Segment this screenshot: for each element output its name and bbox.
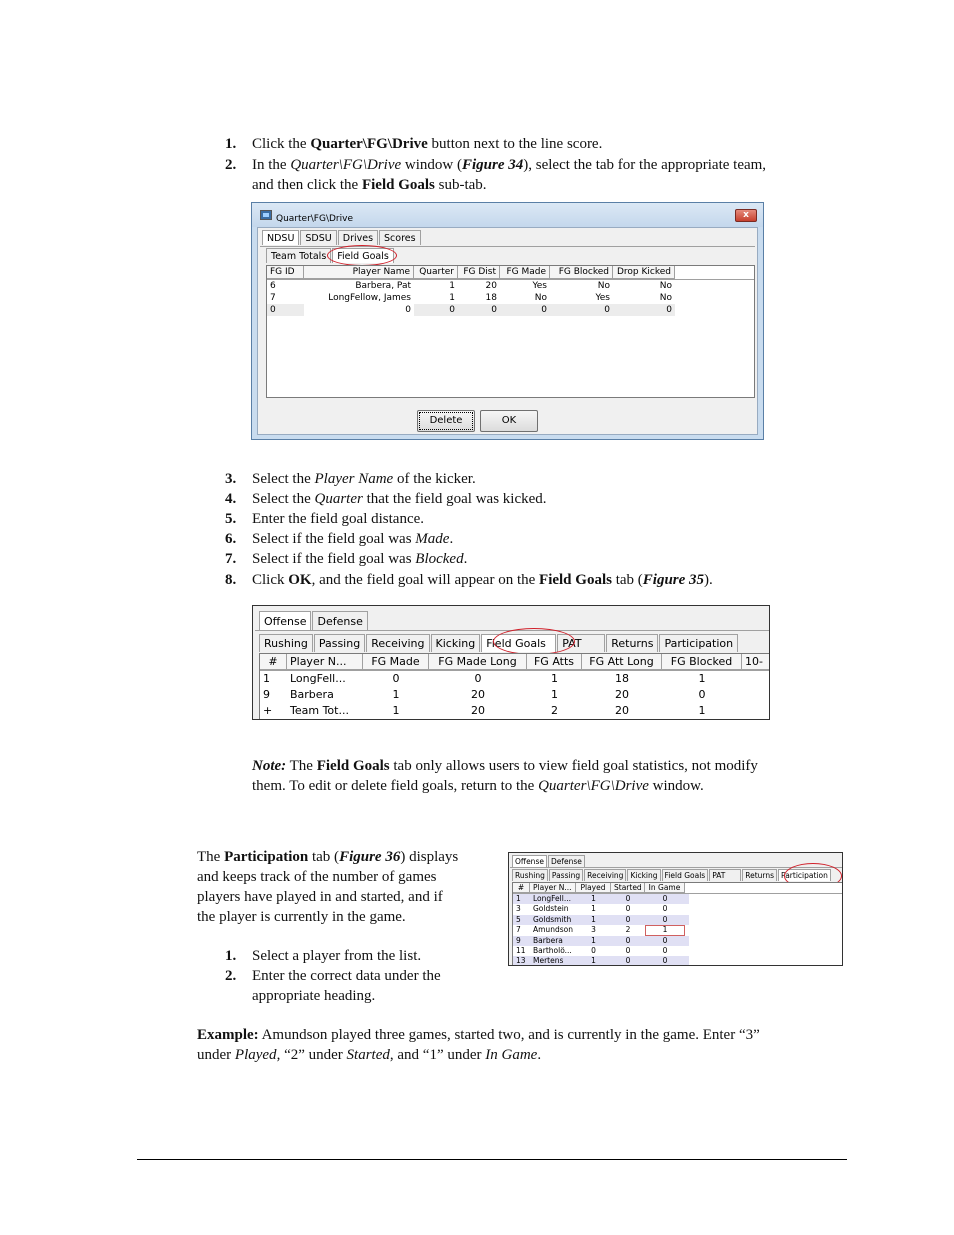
text: Enter the correct data under the xyxy=(252,968,441,984)
cell: Team Tot... xyxy=(290,704,349,717)
tab-kicking[interactable]: Kicking xyxy=(431,634,481,652)
col-fg-atts[interactable]: FG Atts xyxy=(527,654,582,670)
cell: 1 xyxy=(591,956,596,966)
example-label: Example: xyxy=(197,1027,259,1043)
text: Select a player from the list. xyxy=(252,948,422,964)
text: tab only allows users to view field goal statistics, not modify xyxy=(389,758,758,774)
text: them. To edit or delete field goals, return to the xyxy=(252,778,539,794)
col-player-name[interactable]: Player N... xyxy=(530,883,576,893)
cell: 18 xyxy=(615,672,629,685)
cell: 0 xyxy=(458,304,500,316)
grid-header xyxy=(267,266,754,280)
tab-field-goals[interactable]: Field Goals xyxy=(481,634,556,652)
tab-passing[interactable]: Passing xyxy=(314,634,365,652)
col-in-game[interactable]: In Game xyxy=(645,883,685,893)
cell: LongFell... xyxy=(290,672,346,685)
figure-ref: Figure 35 xyxy=(642,572,705,588)
cell: 1 xyxy=(392,704,400,717)
cell: 7 xyxy=(516,925,521,935)
step-number: 2. xyxy=(225,968,237,984)
cell: No xyxy=(659,281,672,291)
text: and then click the xyxy=(252,177,362,193)
fg-stats-grid xyxy=(259,653,770,720)
app-icon xyxy=(260,210,272,220)
table-row[interactable] xyxy=(513,894,689,904)
col-fg-made[interactable]: FG Made xyxy=(363,654,429,670)
cell: Yes xyxy=(595,293,610,303)
cell: 1 xyxy=(449,281,455,291)
cell: No xyxy=(534,293,547,303)
text: , “2” under xyxy=(276,1047,347,1063)
text: tab ( xyxy=(611,572,643,588)
cell: 0 xyxy=(392,672,400,685)
text: Select the xyxy=(252,491,315,507)
text: of the kicker. xyxy=(393,471,476,487)
text: window. xyxy=(648,778,704,794)
cell: Yes xyxy=(532,281,547,291)
cell: 7 xyxy=(270,293,276,303)
figure-ref: Figure 36 xyxy=(339,849,401,865)
text: appropriate heading. xyxy=(252,988,376,1004)
bold-text: OK xyxy=(288,572,312,588)
text: Enter the field goal distance. xyxy=(252,511,425,527)
cell: 2 xyxy=(551,704,558,717)
title-bar[interactable] xyxy=(252,203,763,227)
text: the player is currently in the game. xyxy=(197,909,406,925)
tab-offense[interactable]: Offense xyxy=(259,611,311,630)
text: Select if the field goal was xyxy=(252,551,416,567)
main-tabs xyxy=(259,611,369,630)
cell: + xyxy=(263,704,273,717)
tab-ndsu[interactable]: NDSU xyxy=(262,230,299,245)
text: The xyxy=(286,758,317,774)
ok-button[interactable]: OK xyxy=(480,410,538,432)
tab-offense[interactable]: Offense xyxy=(512,855,547,867)
cell: 18 xyxy=(485,293,497,303)
text: ), select the tab for the appropriate team, xyxy=(523,157,767,173)
text: Click xyxy=(252,572,289,588)
cell: Barbera, Pat xyxy=(355,281,411,291)
col-fg-dist[interactable]: FG Dist xyxy=(458,266,500,279)
italic-text: Started xyxy=(346,1047,390,1063)
cell: 0 xyxy=(662,956,668,966)
text: and keeps track of the number of games xyxy=(197,869,437,885)
cell: 0 xyxy=(625,894,631,903)
bold-text: Field Goals xyxy=(361,177,435,193)
cell: Bartholö... xyxy=(533,945,572,955)
text: Amundson played three games, started two, and is currently in the game. Enter “3” xyxy=(258,1027,760,1043)
cell: Goldstein xyxy=(533,904,569,914)
grid-header xyxy=(260,654,770,671)
cell: 3 xyxy=(516,904,521,914)
tab-scores[interactable]: Scores xyxy=(379,230,421,245)
note-paragraph xyxy=(252,756,852,796)
step-number: 2. xyxy=(225,157,237,173)
step-number: 8. xyxy=(225,572,237,588)
note-label: Note: xyxy=(252,758,287,774)
cell: No xyxy=(597,281,610,291)
text: . xyxy=(463,551,468,567)
in-game-input[interactable]: 1 xyxy=(645,925,685,935)
bold-text: Participation xyxy=(224,849,309,865)
table-row[interactable] xyxy=(513,904,689,914)
tab-participation[interactable]: Participation xyxy=(659,634,738,652)
col-quarter[interactable]: Quarter xyxy=(414,266,458,279)
cell: 20 xyxy=(471,688,485,701)
window-client xyxy=(257,227,758,435)
italic-text: Quarter xyxy=(314,491,363,507)
cell: No xyxy=(659,293,672,303)
cell: 1 xyxy=(392,688,400,701)
table-row[interactable] xyxy=(513,956,689,966)
cell: Barbera xyxy=(290,688,334,701)
text: tab ( xyxy=(308,849,340,865)
col-played[interactable]: Played xyxy=(576,883,611,893)
col-number[interactable]: # xyxy=(260,654,287,670)
cell: 2 xyxy=(625,925,631,935)
cell: 1 xyxy=(516,894,521,903)
tab-returns[interactable]: Returns xyxy=(606,634,658,652)
step-number: 1. xyxy=(225,136,237,152)
cell: 1 xyxy=(698,672,706,685)
cell: 0 xyxy=(625,914,631,924)
cell: 11 xyxy=(516,945,526,955)
text: button next to the line score. xyxy=(427,136,603,152)
cell: 0 xyxy=(474,672,482,685)
cell: Mertens xyxy=(533,956,564,966)
col-drop-kicked[interactable]: Drop Kicked xyxy=(613,266,675,279)
text: window ( xyxy=(401,157,462,173)
team-tabs xyxy=(262,230,422,245)
text: ) displays xyxy=(400,849,459,865)
table-row[interactable] xyxy=(513,915,689,925)
cell: 0 xyxy=(625,956,631,966)
text: . xyxy=(537,1047,542,1063)
bold-text: Field Goals xyxy=(316,758,390,774)
tab-participation[interactable]: Participation xyxy=(778,869,831,881)
table-row[interactable] xyxy=(260,687,770,703)
italic-text: Made xyxy=(415,531,450,547)
text: Click the xyxy=(252,136,311,152)
cell: 1 xyxy=(591,894,596,903)
cell: 1 xyxy=(263,672,270,685)
cell: 0 xyxy=(662,894,668,903)
col-fg-blocked[interactable]: FG Blocked xyxy=(662,654,742,670)
tab-kicking[interactable]: Kicking xyxy=(627,869,660,881)
cell: 20 xyxy=(485,281,497,291)
cell: 0 xyxy=(662,935,668,945)
close-button[interactable]: x xyxy=(735,209,757,222)
cell: 1 xyxy=(591,935,596,945)
tab-pat[interactable]: PAT xyxy=(709,869,741,881)
participation-grid xyxy=(512,882,843,966)
cell: Goldsmith xyxy=(533,914,572,924)
text: . xyxy=(449,531,454,547)
cell: LongFell... xyxy=(533,894,571,903)
col-fg-id[interactable]: FG ID xyxy=(267,266,304,279)
delete-button[interactable]: Delete xyxy=(417,410,475,432)
cell: Amundson xyxy=(533,925,573,935)
table-row[interactable] xyxy=(260,671,770,687)
cell: 20 xyxy=(615,704,629,717)
cell: 6 xyxy=(270,281,276,291)
col-fg-blocked[interactable]: FG Blocked xyxy=(550,266,613,279)
tab-returns[interactable]: Returns xyxy=(742,869,777,881)
col-fg-made-long[interactable]: FG Made Long xyxy=(429,654,527,670)
col-number[interactable]: # xyxy=(513,883,530,893)
table-row-selected[interactable] xyxy=(513,925,689,935)
cell: 0 xyxy=(698,688,706,701)
cell: 9 xyxy=(263,688,270,701)
text: players have played in and started, and if xyxy=(197,889,443,905)
italic-text: Played xyxy=(234,1047,277,1063)
example-paragraph xyxy=(197,1025,857,1065)
text: , and “1” under xyxy=(389,1047,486,1063)
bold-text: Field Goals xyxy=(539,572,612,588)
tab-team-totals[interactable]: Team Totals xyxy=(266,248,331,263)
italic-text: Quarter\FG\Drive xyxy=(290,157,402,173)
cell: 20 xyxy=(615,688,629,701)
cell: 9 xyxy=(516,935,521,945)
italic-text: Player Name xyxy=(314,471,394,487)
tab-field-goals[interactable]: Field Goals xyxy=(332,248,394,263)
italic-text: Blocked xyxy=(415,551,464,567)
tab-defense[interactable]: Defense xyxy=(312,611,367,630)
tab-sdsu[interactable]: SDSU xyxy=(300,230,336,245)
cell: 1 xyxy=(591,904,596,914)
grid-header xyxy=(513,883,843,894)
highlight-circle xyxy=(327,245,397,266)
tab-defense[interactable]: Defense xyxy=(548,855,585,867)
tab-drives[interactable]: Drives xyxy=(338,230,378,245)
table-row[interactable] xyxy=(267,280,754,292)
cell: 0 xyxy=(625,904,631,914)
table-row[interactable] xyxy=(267,292,754,304)
italic-text: Quarter\FG\Drive xyxy=(538,778,649,794)
step-number: 3. xyxy=(225,471,237,487)
italic-text: In Game xyxy=(485,1047,538,1063)
highlight-circle xyxy=(493,628,575,655)
table-row-new[interactable] xyxy=(267,304,754,316)
cell: 0 xyxy=(662,904,668,914)
text: , and the field goal will appear on the xyxy=(311,572,540,588)
cell: 0 xyxy=(405,305,411,315)
tab-receiving[interactable]: Receiving xyxy=(366,634,429,652)
footer-rule xyxy=(137,1159,847,1160)
cell: 1 xyxy=(698,704,706,717)
figure-ref: Figure 34 xyxy=(461,157,524,173)
field-goals-grid xyxy=(266,265,755,398)
cell: 1 xyxy=(449,293,455,303)
cell: 0 xyxy=(591,945,596,955)
participation-panel xyxy=(508,852,843,966)
cell: 0 xyxy=(550,304,613,316)
step-number: 7. xyxy=(225,551,237,567)
cell: 0 xyxy=(625,945,631,955)
quarter-fg-drive-window xyxy=(251,202,764,440)
cell: 3 xyxy=(591,925,596,935)
text: The xyxy=(197,849,225,865)
cell: 0 xyxy=(414,304,458,316)
cell: 20 xyxy=(471,704,485,717)
window-title: Quarter\FG\Drive xyxy=(276,214,353,224)
col-started[interactable]: Started xyxy=(611,883,645,893)
col-player-name[interactable]: Player Name xyxy=(304,266,414,279)
step-number: 5. xyxy=(225,511,237,527)
tab-divider xyxy=(260,246,755,247)
col-player-name[interactable]: Player N... xyxy=(287,654,363,670)
step-number: 1. xyxy=(225,948,237,964)
col-fg-att-long[interactable]: FG Att Long xyxy=(582,654,662,670)
cell: 1 xyxy=(591,914,596,924)
tab-receiving[interactable]: Receiving xyxy=(584,869,626,881)
cell: 0 xyxy=(500,304,550,316)
participation-paragraph xyxy=(197,847,497,927)
tab-rushing[interactable]: Rushing xyxy=(259,634,313,652)
cell: 1 xyxy=(551,672,558,685)
col-10-plus[interactable]: 10- xyxy=(742,654,770,670)
text: Select if the field goal was xyxy=(252,531,416,547)
table-row[interactable] xyxy=(513,936,689,946)
cell: Barbera xyxy=(533,935,563,945)
text: sub-tab. xyxy=(434,177,487,193)
field-goals-stats-panel xyxy=(252,605,770,720)
cell: 0 xyxy=(267,304,304,316)
cell: 0 xyxy=(625,935,631,945)
text: In the xyxy=(252,157,291,173)
main-tabs xyxy=(512,855,586,867)
cell: 1 xyxy=(551,688,558,701)
tab-field-goals[interactable]: Field Goals xyxy=(662,869,709,881)
table-row-totals[interactable] xyxy=(260,703,770,719)
tab-rushing[interactable]: Rushing xyxy=(512,869,548,881)
col-fg-made[interactable]: FG Made xyxy=(500,266,550,279)
cell: 0 xyxy=(613,304,675,316)
table-row[interactable] xyxy=(513,946,689,956)
text: ). xyxy=(704,572,713,588)
text: Select the xyxy=(252,471,315,487)
tab-passing[interactable]: Passing xyxy=(549,869,583,881)
cell: 0 xyxy=(662,914,668,924)
cell: 5 xyxy=(516,914,521,924)
text: that the field goal was kicked. xyxy=(362,491,547,507)
text: under xyxy=(197,1047,235,1063)
cell: LongFellow, James xyxy=(328,293,411,303)
cell: 13 xyxy=(516,956,526,966)
step-number: 6. xyxy=(225,531,237,547)
cell: 0 xyxy=(662,945,668,955)
bold-text: Quarter\FG\Drive xyxy=(310,136,428,152)
tab-pat[interactable]: PAT xyxy=(557,634,605,652)
step-number: 4. xyxy=(225,491,237,507)
